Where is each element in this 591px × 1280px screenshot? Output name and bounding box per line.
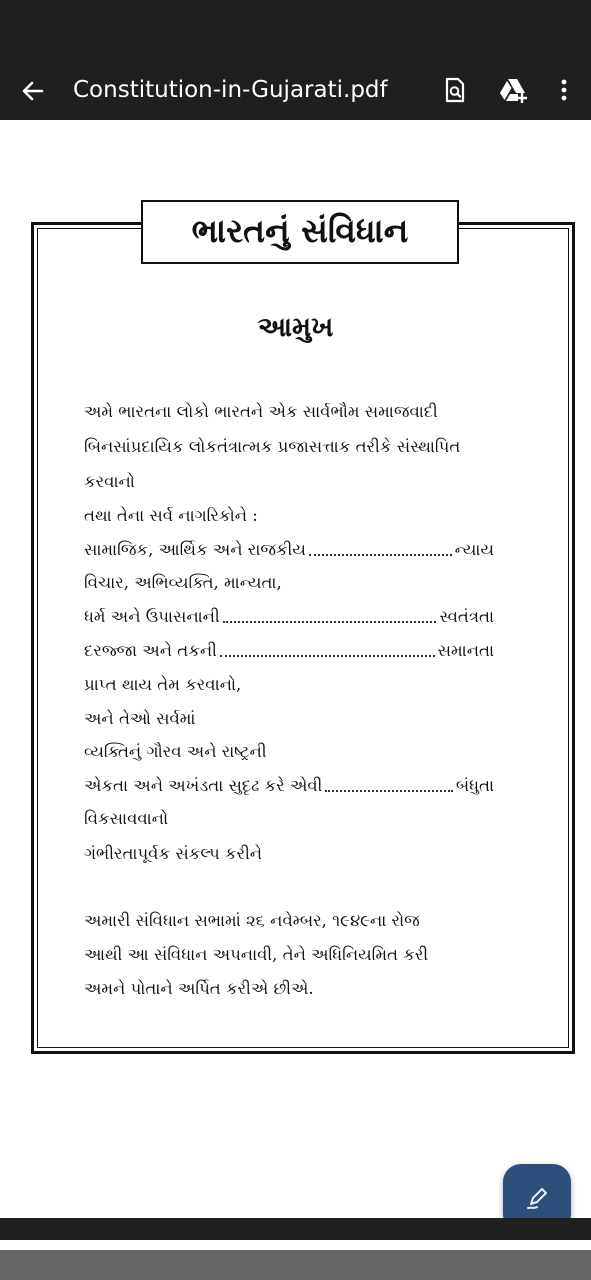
document-title: Constitution-in-Gujarati.pdf xyxy=(73,77,388,103)
page-title: ભારતનું સંવિધાન xyxy=(191,211,409,250)
preamble-line: અમે ભારતના લોકો ભારતને એક સાર્વભૌમ સમાજવાદી xyxy=(84,402,438,421)
dotted-line-value: બંધુતા xyxy=(455,776,494,795)
page-title-box xyxy=(141,200,459,264)
dotted-leader xyxy=(220,655,435,657)
closing-line: આથી આ સંવિધાન અપનાવી, તેને અધિનિયમિત કરી xyxy=(84,945,429,964)
preamble-line: વિચાર, અભિવ્યક્તિ, માન્યતા, xyxy=(84,573,282,592)
preamble-line: બિનસાંપ્રદાયિક લોકતંત્રાત્મક પ્રજાસત્તાક તરીકે સંસ્થાપિત xyxy=(84,437,461,456)
dotted-line-value: સ્વતંત્રતા xyxy=(439,607,494,626)
preamble-line: પ્રાપ્ત થાય તેમ કરવાનો, xyxy=(84,675,242,694)
dotted-line-liberty xyxy=(84,606,494,628)
back-arrow-icon[interactable] xyxy=(18,76,48,106)
closing-line: અમારી સંવિધાન સભામાં ૨૬ નવેમ્બર, ૧૯૪૯ના રોજ xyxy=(84,911,420,930)
dotted-leader xyxy=(309,554,452,556)
preamble-line: કરવાનો xyxy=(84,472,135,491)
dotted-line-value: સમાનતા xyxy=(437,641,494,660)
preamble-line: ગંભીરતાપૂર્વક સંકલ્પ કરીને xyxy=(84,844,263,863)
closing-line: અમને પોતાને અર્પિત કરીએ છીએ. xyxy=(84,979,314,998)
dotted-line-label: ધર્મ અને ઉપાસનાની xyxy=(84,607,220,626)
nav-strip xyxy=(0,1250,591,1280)
more-vert-icon[interactable] xyxy=(552,76,580,104)
status-bar xyxy=(0,0,591,60)
dotted-line-value: ન્યાય xyxy=(454,540,494,559)
dotted-line-label: એકતા અને અખંડતા સુદૃઢ કરે એવી xyxy=(84,776,323,795)
app-bar xyxy=(0,60,591,120)
dotted-line-fraternity xyxy=(84,775,494,797)
preamble-line: અને તેઓ સર્વમાં xyxy=(84,709,196,728)
preamble-heading: આમુખ xyxy=(257,312,334,343)
preamble-line: તથા તેના સર્વ નાગરિકોને : xyxy=(84,506,258,525)
dotted-leader xyxy=(325,790,453,792)
find-in-page-icon[interactable] xyxy=(441,76,469,104)
dotted-line-label: દરજ્જા અને તકની xyxy=(84,641,217,660)
bottom-bar xyxy=(0,1218,591,1240)
system-nav-bar xyxy=(0,1240,591,1280)
preamble-line: વિકસાવવાનો xyxy=(84,809,169,828)
dotted-line-equality xyxy=(84,640,494,662)
preamble-line: વ્યક્તિનું ગૌરવ અને રાષ્ટ્રની xyxy=(84,742,267,761)
drive-add-icon[interactable] xyxy=(499,76,527,104)
dotted-line-label: સામાજિક, આર્થિક અને રાજકીય xyxy=(84,540,306,559)
dotted-leader xyxy=(223,621,437,623)
dotted-line-justice xyxy=(84,539,494,561)
